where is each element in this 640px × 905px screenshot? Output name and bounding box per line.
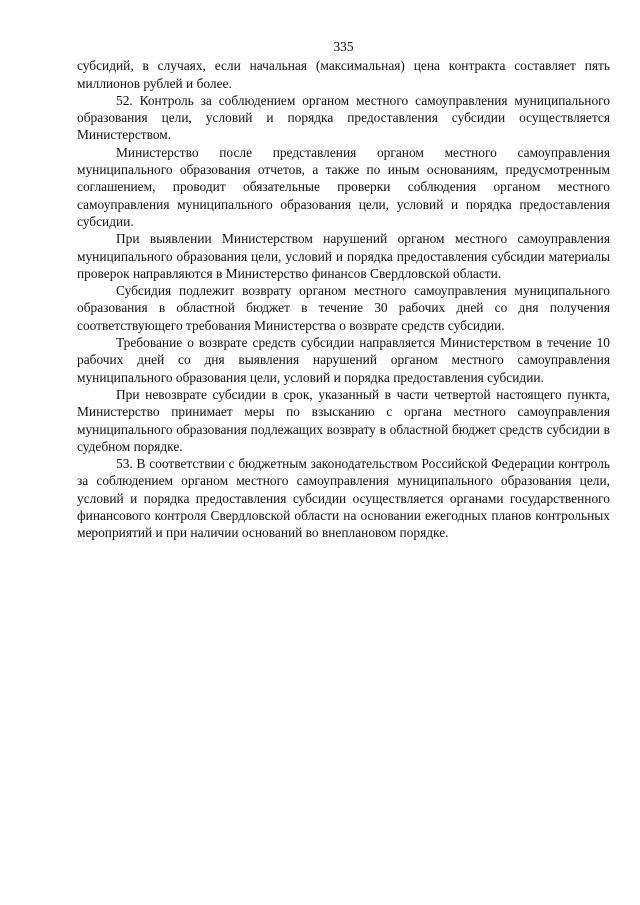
paragraph-item-52: 52. Контроль за соблюдением органом местного самоуправления муниципального образования цели, условий и порядка предоставления субсидии осуществляется Министерством. (77, 92, 610, 143)
page-number: 335 (333, 39, 354, 54)
paragraph-item-53: 53. В соответствии с бюджетным законодательством Российской Федерации контроль за соблюдением органом местного самоуправления муниципального образования цели, условий и порядка предоставления субсидии осуществляется органами государственного финансового контроля Свердловской области на основании ежегодных планов контрольных мероприятий и при наличии оснований во внеплановом порядке. (77, 456, 610, 541)
paragraph-refund-request: Требование о возврате средств субсидии направляется Министерством в течение 10 рабочих дней со дня выявления нарушений органом местного самоуправления муниципального образования цели, условий и порядка предоставления субсидии. (77, 335, 610, 385)
paragraph-continuation: субсидий, в случаях, если начальная (максимальная) цена контракта составляет пять миллионов рублей и более. (77, 58, 610, 91)
document-page (77, 38, 610, 542)
paragraph-inspections: Министерство после представления органом местного самоуправления муниципального образования отчетов, а также по иным основаниям, предусмотренным соглашением, проводит обязательные проверки соблюдения органом местного самоуправления муниципального образования цели, условий и порядка предоставления субсидии. (77, 144, 610, 229)
paragraph-violations: При выявлении Министерством нарушений органом местного самоуправления муниципального образования цели, условий и порядка предоставления субсидии материалы проверок направляются в Министерство финансов Свердловской области. (77, 231, 610, 281)
paragraph-recovery: При невозврате субсидии в срок, указанный в части четвертой настоящего пункта, Министерство принимает меры по взысканию с органа местного самоуправления муниципального образования подлежащих возврату в областной бюджет средств субсидии в судебном порядке. (77, 386, 610, 454)
paragraph-refund-deadline: Субсидия подлежит возврату органом местного самоуправления муниципального образования в областной бюджет в течение 30 рабочих дней со дня получения соответствующего требования Министерства о возврате средств субсидии. (77, 283, 610, 333)
